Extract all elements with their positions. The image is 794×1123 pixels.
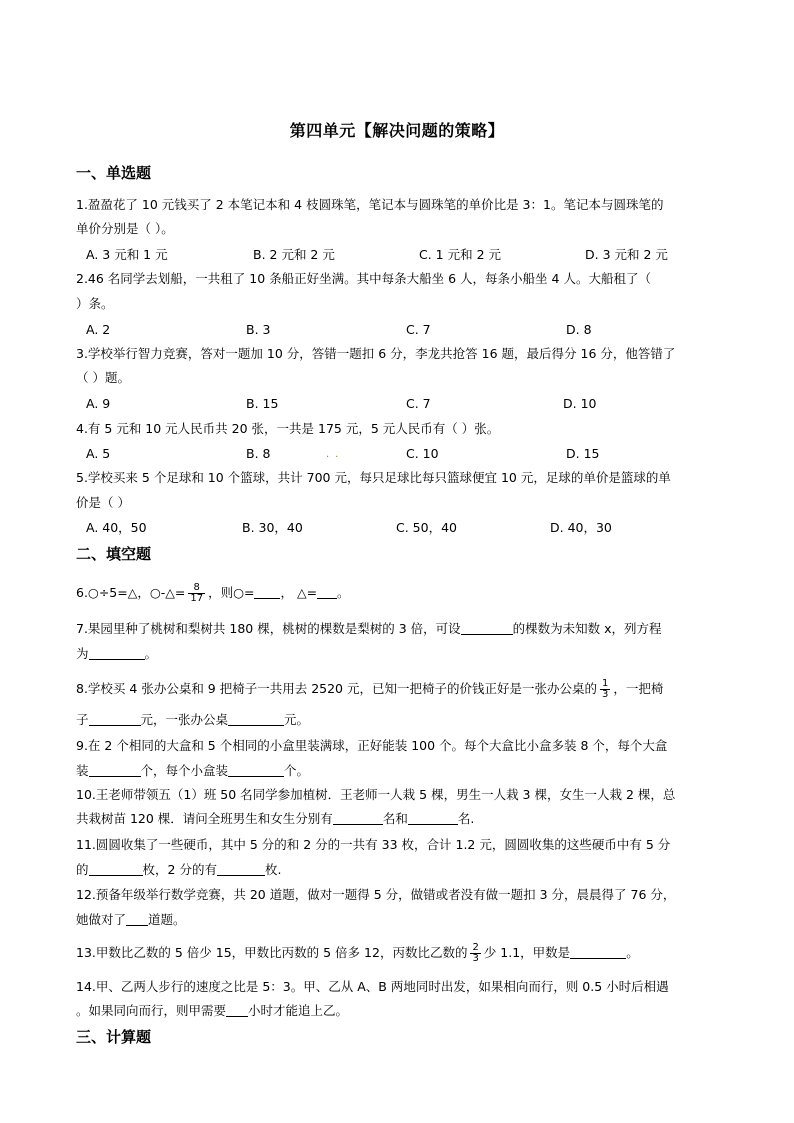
q8-fraction — [600, 679, 610, 700]
question-3-text: 3.学校举行智力竞赛，答对一题加 10 分，答错一题扣 6 分，李龙共抢答 16 题，最后得分 16 分，他答错了 — [76, 346, 676, 361]
question-5-text: 5.学校买来 5 个足球和 10 个篮球，共计 700 元，每只足球比每只篮球便宜 10 元，足球的单价是篮球的单 — [76, 470, 671, 485]
q6-frac-num: 8 — [188, 583, 205, 594]
q10-text-a: 共栽树苗 120 棵．请问全班男生和女生分别有 — [76, 811, 333, 826]
question-11-line-1: 11.圆圆收集了一些硬币，其中 5 分的和 2 分的一共有 33 枚，合计 1.2 元，圆圆收集的这些硬币中有 5 分 — [76, 837, 671, 852]
question-2-text: 2.46 名同学去划船，一共租了 10 条船正好坐满。其中每条大船坐 6 人，每条小船坐 4 人。大船租了（ — [76, 271, 651, 286]
q13-text-a: 13.甲数比乙数的 5 倍少 15，甲数比丙数的 5 倍多 12，丙数比乙数的 — [76, 945, 468, 960]
q7-text-d: 。 — [144, 646, 158, 661]
q2-option-d: D. 8 — [566, 322, 592, 337]
q7-blank-1[interactable] — [461, 621, 513, 635]
q9-blank-2[interactable] — [228, 763, 284, 777]
q10-blank-2[interactable] — [408, 811, 458, 825]
q13-text-c: 。 — [626, 945, 639, 960]
question-12-line-2 — [76, 911, 726, 929]
q8-text-c: 子 — [76, 712, 89, 727]
q2-option-b: B. 3 — [246, 322, 271, 337]
decorative-dots: ·· — [326, 452, 345, 463]
q13-blank-1[interactable] — [570, 945, 626, 959]
question-1-text-cont: 单价分别是（ ）。 — [76, 221, 174, 236]
q4-option-d: D. 15 — [566, 446, 600, 461]
question-8-line-2 — [76, 711, 726, 729]
q9-text-a: 装 — [76, 763, 89, 778]
q2-option-a: A. 2 — [86, 322, 111, 337]
question-10-line-1: 10.王老师带领五（1）班 50 名同学参加植树．王老师一人栽 5 棵，男生一人栽 3 棵，女生一人栽 2 棵，总 — [76, 787, 676, 802]
q2-option-c: C. 7 — [406, 322, 431, 337]
q10-text-b: 名和 — [382, 811, 408, 826]
question-2-text-cont: ）条。 — [76, 296, 114, 311]
q7-text-c: 为 — [76, 646, 89, 661]
q5-option-c: C. 50，40 — [396, 520, 457, 535]
page-title: 第四单元【解决问题的策略】 — [289, 121, 505, 140]
q3-option-b: B. 15 — [246, 396, 279, 411]
q9-text-b: 个，每个小盒装 — [140, 763, 229, 778]
q4-option-c: C. 10 — [406, 446, 439, 461]
question-13 — [76, 943, 726, 964]
question-1-text: 1.盈盈花了 10 元钱买了 2 本笔记本和 4 枝圆珠笔，笔记本与圆珠笔的单价比是 3：1。笔记本与圆珠笔的 — [76, 197, 664, 212]
q12-text-a: 她做对了 — [76, 912, 127, 927]
question-10-line-2 — [76, 810, 726, 828]
q1-option-d: D. 3 元和 2 元 — [585, 247, 668, 262]
q12-text-b: 道题。 — [148, 912, 186, 927]
q9-text-c: 个。 — [284, 763, 310, 778]
q3-option-d: D. 10 — [563, 396, 597, 411]
q3-option-c: C. 7 — [406, 396, 431, 411]
q6-frac-den: 17 — [190, 593, 204, 604]
q11-text-b: 枚，2 分的有 — [142, 862, 217, 877]
section-heading-calculation: 三、计算题 — [76, 1028, 152, 1046]
q7-text-b: 的棵数为未知数 x，列方程 — [512, 621, 662, 636]
q11-text-a: 的 — [76, 862, 89, 877]
q6-blank-circle[interactable] — [254, 585, 280, 599]
q6-fraction — [188, 583, 205, 604]
q7-text-a: 7.果园里种了桃树和梨树共 180 棵，桃树的棵数是梨树的 3 倍，可设 — [76, 621, 461, 636]
question-7-line-1 — [76, 620, 726, 638]
q5-option-a: A. 40，50 — [86, 520, 147, 535]
q8-text-a: 8.学校买 4 张办公桌和 9 把椅子一共用去 2520 元，已知一把椅子的价钱正好是一张办公桌的 — [76, 681, 597, 696]
q8-blank-2[interactable] — [228, 712, 284, 726]
q13-frac-num: 2 — [472, 942, 479, 953]
question-6 — [76, 583, 726, 604]
q14-text-b: 小时才能追上乙。 — [248, 1003, 349, 1018]
q13-text-b: 少 1.1，甲数是 — [483, 945, 571, 960]
q13-frac-den: 3 — [472, 953, 479, 964]
q6-text-a: 6.○÷5=△，○-△= — [76, 585, 186, 600]
q6-text-b: ，则○= — [208, 585, 255, 600]
q8-text-e: 元。 — [284, 712, 310, 727]
q1-option-c: C. 1 元和 2 元 — [419, 247, 502, 262]
q14-blank-1[interactable] — [226, 1003, 248, 1017]
q8-text-b: ，一把椅 — [613, 681, 664, 696]
q4-option-b: B. 8 — [246, 446, 271, 461]
q1-option-a: A. 3 元和 1 元 — [86, 247, 168, 262]
q13-fraction — [470, 943, 480, 964]
question-5-text-cont: 价是（ ） — [76, 495, 130, 510]
question-14-line-2 — [76, 1002, 726, 1020]
q8-text-d: 元，一张办公桌 — [140, 712, 229, 727]
q11-blank-2[interactable] — [217, 862, 265, 876]
q8-frac-num: 1 — [602, 678, 609, 689]
question-12-line-1: 12.预备年级举行数学竞赛，共 20 道题，做对一题得 5 分，做错或者没有做一题扣 3 分，晨晨得了 76 分， — [76, 887, 676, 902]
q12-blank-1[interactable] — [126, 912, 148, 926]
q5-option-b: B. 30，40 — [242, 520, 303, 535]
q5-option-d: D. 40，30 — [550, 520, 612, 535]
q11-text-c: 枚. — [264, 862, 282, 877]
q11-blank-1[interactable] — [89, 862, 143, 876]
q6-text-d: 。 — [337, 585, 350, 600]
question-9-line-2 — [76, 762, 726, 780]
q8-frac-den: 3 — [602, 689, 609, 700]
question-9-line-1: 9.在 2 个相同的大盒和 5 个相同的小盒里装满球，正好能装 100 个。每个大盒比小盒多装 8 个，每个大盒 — [76, 738, 668, 753]
question-7-line-2 — [76, 645, 726, 663]
question-8-line-1 — [76, 679, 726, 700]
q8-blank-1[interactable] — [89, 712, 141, 726]
q6-text-c: ， △= — [280, 585, 318, 600]
q14-text-a: 。如果同向而行，则甲需要 — [76, 1003, 227, 1018]
q3-option-a: A. 9 — [86, 396, 111, 411]
question-3-text-cont: （ ）题。 — [76, 370, 130, 385]
question-14-line-1: 14.甲、乙两人步行的速度之比是 5：3。甲、乙从 A、B 两地同时出发，如果相向而行，则 0.5 小时后相遇 — [76, 979, 669, 994]
q7-blank-2[interactable] — [89, 646, 145, 660]
section-heading-single-choice: 一、单选题 — [76, 164, 152, 182]
question-4-text: 4.有 5 元和 10 元人民币共 20 张，一共是 175 元，5 元人民币有（ ）张。 — [76, 421, 500, 436]
q9-blank-1[interactable] — [89, 763, 141, 777]
q10-blank-1[interactable] — [333, 811, 383, 825]
question-11-line-2 — [76, 861, 726, 879]
q10-text-c: 名. — [457, 811, 475, 826]
q1-option-b: B. 2 元和 2 元 — [253, 247, 335, 262]
q4-option-a: A. 5 — [86, 446, 111, 461]
q6-blank-triangle[interactable] — [317, 585, 337, 599]
section-heading-fill-blank: 二、填空题 — [76, 545, 152, 563]
